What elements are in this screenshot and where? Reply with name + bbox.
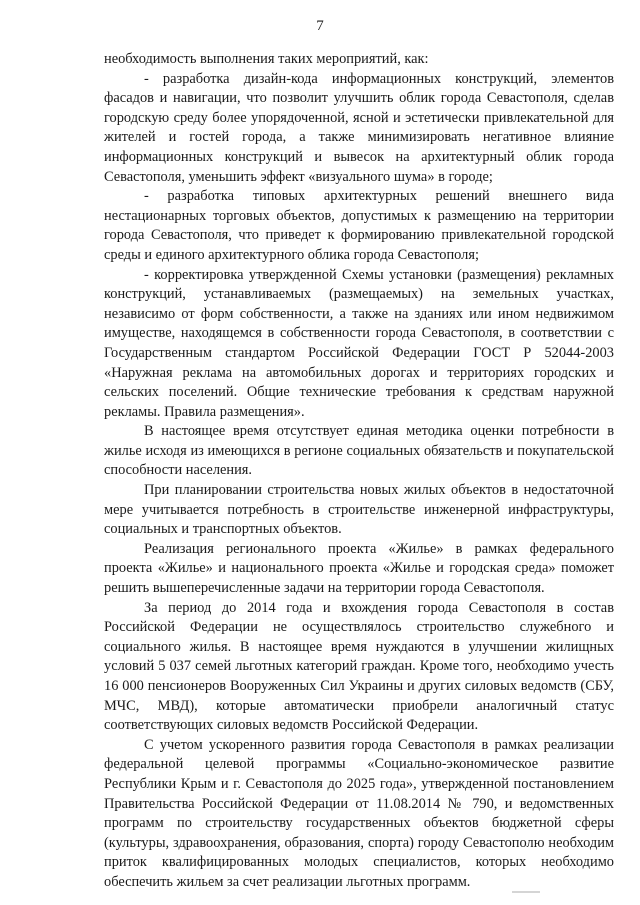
paragraph: С учетом ускоренного развития города Севастополя в рамках реализации федеральной целевой программы «Социально-экономическое развитие Республики Крым и г. Севастополя до 2025 года», утвержденной постановлением Правительства Российской Федерации от 11.08.2014 № 790, и ведомственных программ по строительству государственных объектов бюджетной сферы (культуры, здравоохранения, образования, спорта) городу Севастополю необходим приток квалифицированных молодых специалистов, которых необходимо обеспечить жильем за счет реализации льготных программ.: [104, 736, 614, 890]
scan-mark: [512, 889, 540, 895]
paragraph: За период до 2014 года и вхождения города Севастополя в состав Российской Федерации не осуществлялось строительство служебного и социального жилья. В настоящее время нуждаются в улучшении жилищных условий 5 037 семей льготных категорий граждан. Кроме того, необходимо учесть 16 000 пенсионеров Вооруженных Сил Украины и других силовых ведомств (СБУ, МЧС, МВД), которые автоматически приобрели аналогичный статус соответствующих силовых ведомств Российской Федерации.: [104, 599, 614, 734]
paragraph: При планировании строительства новых жилых объектов в недостаточной мере учитывается потребность в строительстве инженерной инфраструктуры, социальных и транспортных объектов.: [104, 482, 614, 538]
paragraph: - корректировка утвержденной Схемы установки (размещения) рекламных конструкций, устанавливаемых (размещаемых) на земельных участках, независимо от форм собственности, а также на зданиях или ином недвижимом имуществе, находящемся в собственности города Севастополя, в соответствии с Государственным стандартом Российской Федерации ГОСТ Р 52044-2003 «Наружная реклама на автомобильных дорогах и территориях городских и сельских поселений. Общие технические требования к средствам наружной рекламы. Правила размещения».: [104, 266, 614, 420]
paragraph: Реализация регионального проекта «Жилье» в рамках федерального проекта «Жилье» и национального проекта «Жилье и городская среда» поможет решить вышеперечисленные задачи на территории города Севастополя.: [104, 540, 614, 597]
page-number: 7: [316, 18, 324, 34]
paragraph: В настоящее время отсутствует единая методика оценки потребности в жилье исходя из имеющихся в регионе социальных обязательств и покупательской способности населения.: [104, 423, 614, 479]
paragraph: - разработка дизайн-кода информационных конструкций, элементов фасадов и навигации, что позволит улучшить облик города Севастополя, сделав городскую среду более упорядоченной, ясной и эстетически привлекательной для жителей и гостей города, а также минимизировать негативное влияние информационных конструкций и вывесок на архитектурный облик города Севастополя, уменьшить эффект «визуального шума» в городе;: [104, 70, 614, 185]
paragraph: необходимость выполнения таких мероприятий, как:: [104, 51, 429, 67]
document-body: [104, 50, 614, 893]
paragraph: - разработка типовых архитектурных решений внешнего вида нестационарных торговых объектов, допустимых к размещению на территории города Севастополя, что приведет к формированию привлекательной городской среды и единого архитектурного облика города Севастополя;: [104, 188, 614, 263]
